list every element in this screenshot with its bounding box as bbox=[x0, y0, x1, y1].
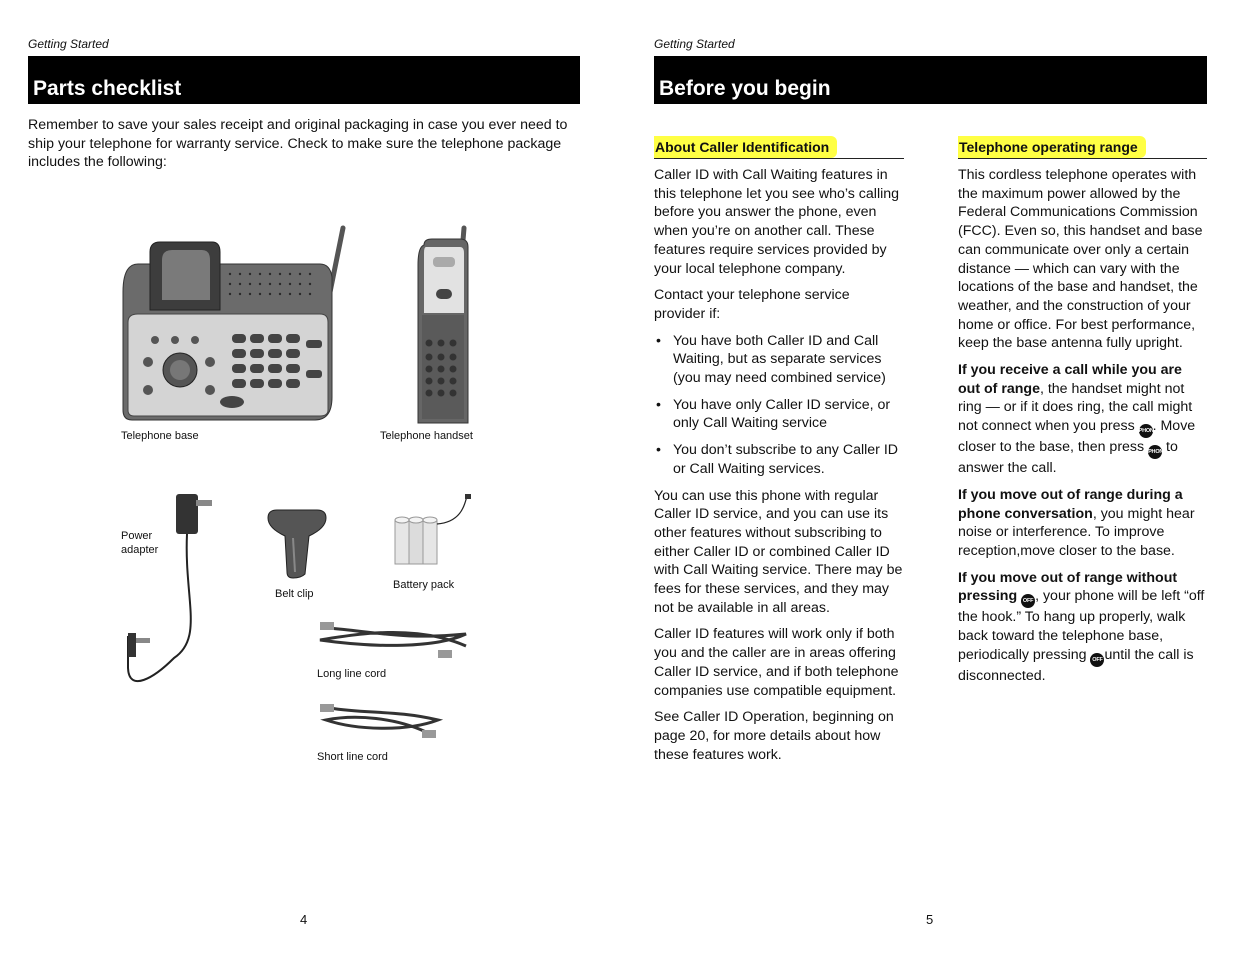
off-button-icon: OFF bbox=[1090, 653, 1104, 667]
operating-range-paragraph-1: This cordless telephone operates with the maximum power allowed by the Federal Communications Commission (FCC). Even so, this handset and base can communicate over only a certain distance — which can vary with the locations of the base and handset, the weather, and the construction of your home or office. For best performance, keep the base antenna fully upright. bbox=[958, 167, 1203, 352]
caption-power-adapter-line2: adapter bbox=[121, 544, 159, 556]
caption-telephone-base: Telephone base bbox=[121, 430, 199, 442]
phone-button-icon: PHONE bbox=[1139, 424, 1153, 438]
list-item bbox=[654, 396, 904, 433]
list-item-text: You have both Caller ID and Call Waiting, but as separate services (you may need combined service) bbox=[673, 332, 886, 387]
right-section-label: Getting Started bbox=[654, 37, 735, 51]
out-of-range-without-pressing-paragraph bbox=[958, 569, 1207, 686]
list-item bbox=[654, 332, 904, 388]
caption-long-line-cord: Long line cord bbox=[317, 668, 387, 680]
out-of-range-receive-heading: If you receive a call while you are out of range bbox=[958, 362, 1182, 397]
out-of-range-receive-paragraph bbox=[958, 361, 1207, 478]
off-button-icon: OFF bbox=[1021, 594, 1035, 608]
left-page-number: 4 bbox=[300, 912, 308, 927]
operating-range-heading-label: Telephone operating range bbox=[958, 136, 1146, 158]
short-line-cord-illustration bbox=[316, 700, 446, 740]
list-item bbox=[654, 441, 904, 478]
list-item-text: You have only Caller ID service, or only Call Waiting service bbox=[673, 396, 891, 432]
caller-id-column bbox=[654, 136, 904, 772]
list-item-text: You don’t subscribe to any Caller ID or Call Waiting services. bbox=[673, 442, 899, 477]
out-of-range-conversation-paragraph bbox=[958, 486, 1207, 561]
caption-telephone-handset: Telephone handset bbox=[380, 430, 473, 442]
caller-id-heading-label: About Caller Identification bbox=[654, 136, 837, 158]
out-of-range-conversation-heading: If you move out of range during a phone conversation bbox=[958, 486, 1183, 522]
caption-belt-clip: Belt clip bbox=[275, 588, 314, 600]
out-of-range-without-pressing-text-1: , your phone will be left “off the hook.” To hang up properly, walk back toward the telephone base, periodically pressing bbox=[958, 588, 1205, 663]
out-of-range-receive-text-3: to answer the call. bbox=[958, 439, 1178, 477]
caption-short-line-cord: Short line cord bbox=[317, 751, 388, 763]
battery-pack-illustration bbox=[393, 492, 475, 566]
operating-range-column bbox=[958, 136, 1207, 693]
out-of-range-receive-text-1: , the handset might not ring — or if it does ring, the call might not connect when you press bbox=[958, 380, 1193, 435]
caller-id-heading bbox=[654, 136, 904, 159]
caller-id-paragraph-1: Caller ID with Call Waiting features in this telephone let you see who’s calling before you answer the phone, even when you’re on another call. These features require services provided by your local telephone company. bbox=[654, 167, 900, 277]
out-of-range-without-pressing-heading-text: If you move out of range without pressing bbox=[958, 569, 1178, 605]
bullet-mark: • bbox=[656, 332, 661, 349]
right-page-title: Before you begin bbox=[654, 56, 1207, 104]
telephone-handset-illustration bbox=[414, 225, 472, 427]
phone-button-icon: PHONE bbox=[1148, 445, 1162, 459]
left-page-title: Parts checklist bbox=[28, 56, 580, 104]
caller-id-paragraph-5: See Caller ID Operation, beginning on page 20, for more details about how these features work. bbox=[654, 709, 894, 763]
caller-id-bullet-list bbox=[654, 332, 904, 479]
bullet-mark: • bbox=[656, 442, 661, 459]
out-of-range-conversation-text: , you might hear noise or interference. To improve reception,move closer to the base. bbox=[958, 505, 1195, 559]
out-of-range-without-pressing-text-2: until the call is disconnected. bbox=[958, 646, 1194, 684]
long-line-cord-illustration bbox=[316, 618, 472, 662]
operating-range-heading bbox=[958, 136, 1207, 159]
belt-clip-illustration bbox=[265, 508, 329, 580]
left-section-label: Getting Started bbox=[28, 37, 109, 51]
caption-power-adapter-line1: Power bbox=[121, 530, 153, 542]
caller-id-paragraph-2: Contact your telephone service provider if: bbox=[654, 287, 850, 322]
caller-id-paragraph-4: Caller ID features will work only if both you and the caller are in areas offering Caller ID service, and if both telephone companies use compatible equipment. bbox=[654, 626, 899, 699]
caller-id-paragraph-3: You can use this phone with regular Caller ID service, and you can use its other features without subscribing to either Caller ID or combined Caller ID with Call Waiting service. There may be fees for these services, and they may not be available in all areas. bbox=[654, 487, 903, 616]
out-of-range-receive-text-2: . Move closer to the base, then press bbox=[958, 418, 1196, 456]
right-page-number: 5 bbox=[926, 912, 934, 927]
parts-intro: Remember to save your sales receipt and original packaging in case you ever need to ship your telephone for warranty service. Check to make sure the telephone package includes the following: bbox=[28, 117, 568, 171]
caption-battery-pack: Battery pack bbox=[393, 579, 455, 591]
telephone-base-illustration bbox=[120, 222, 352, 422]
bullet-mark: • bbox=[656, 396, 661, 413]
power-adapter-illustration bbox=[124, 488, 224, 693]
